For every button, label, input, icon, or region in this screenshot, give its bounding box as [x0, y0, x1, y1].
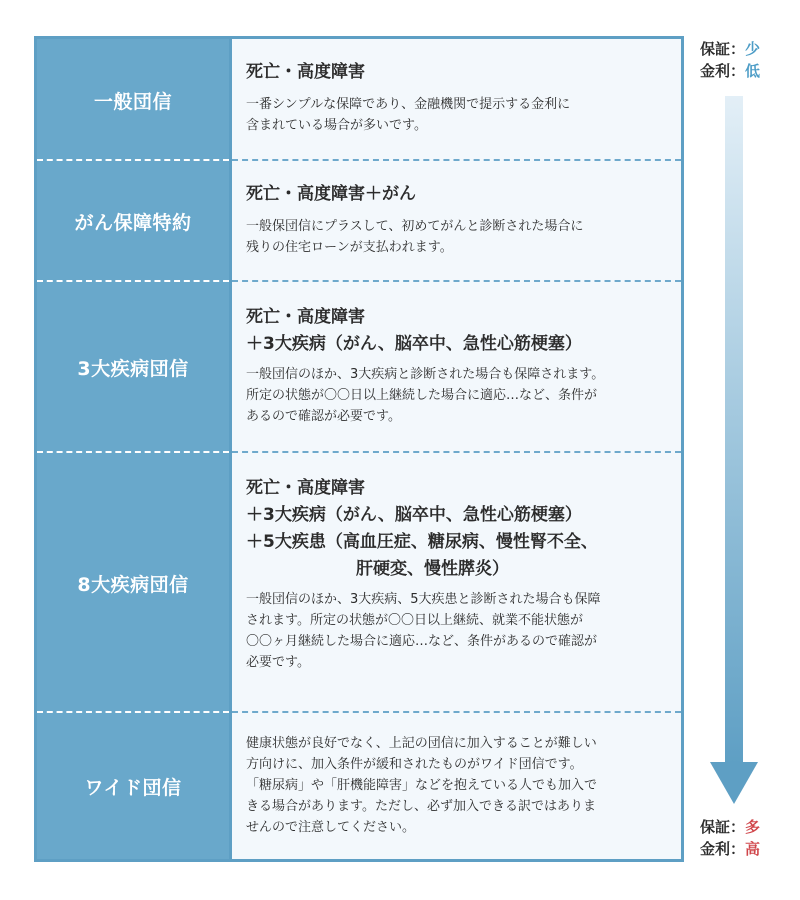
- coverage-description: 「糖尿病」や「肝機能障害」などを抱えている人でも加入で: [246, 778, 598, 793]
- coverage-heading: ＋3大疾病（がん、脳卒中、急性心筋梗塞）: [246, 334, 582, 354]
- coverage-description: 所定の状態が〇〇日以上継続した場合に適応…など、条件が: [246, 388, 598, 403]
- legend-key: 金利：: [700, 62, 746, 80]
- coverage-description: 一番シンプルな保障であり、金融機関で提示する金利に: [246, 97, 571, 112]
- gradient-arrow-icon: [704, 96, 764, 806]
- coverage-table: [34, 36, 684, 862]
- coverage-heading: 死亡・高度障害: [246, 307, 365, 327]
- legend-value-high: 高: [745, 840, 761, 858]
- table-row: [37, 282, 681, 453]
- coverage-heading: ＋3大疾病（がん、脳卒中、急性心筋梗塞）: [246, 505, 582, 525]
- row-label-cell: [37, 453, 229, 713]
- legend-value-low: 少: [745, 40, 761, 58]
- coverage-description: 必要です。: [246, 655, 310, 670]
- row-label: 一般団信: [93, 90, 172, 113]
- coverage-description: 〇〇ヶ月継続した場合に適応…など、条件があるので確認が: [246, 634, 598, 649]
- legend-key: 保証：: [700, 40, 746, 58]
- row-label-cell: [37, 713, 229, 859]
- coverage-description: されます。所定の状態が〇〇日以上継続、就業不能状態が: [246, 613, 583, 628]
- table-row: [37, 39, 681, 161]
- coverage-description: 方向けに、加入条件が緩和されたものがワイド団信です。: [246, 757, 583, 772]
- row-label-cell: [37, 161, 229, 282]
- coverage-description: 健康状態が良好でなく、上記の団信に加入することが難しい: [246, 736, 597, 751]
- legend-top: [700, 38, 760, 82]
- coverage-description: 一般団信のほか、3大疾病、5大疾患と診断された場合も保障: [246, 592, 601, 607]
- coverage-description: 一般団信のほか、3大疾病と診断された場合も保障されます。: [246, 367, 605, 382]
- row-label: がん保障特約: [74, 212, 192, 234]
- row-label: 8大疾病団信: [77, 573, 189, 596]
- coverage-heading: 肝硬変、慢性膵炎）: [356, 559, 509, 579]
- legend-key: 金利：: [700, 840, 746, 858]
- row-content-cell: [229, 713, 681, 859]
- row-label-cell: [37, 282, 229, 453]
- legend-key: 保証：: [700, 818, 746, 836]
- coverage-description: せんので注意してください。: [246, 820, 416, 835]
- row-content-cell: [229, 39, 681, 161]
- row-label: 3大疾病団信: [77, 358, 189, 380]
- coverage-heading: 死亡・高度障害: [246, 62, 365, 82]
- row-content-cell: [229, 453, 681, 713]
- table-row: [37, 453, 681, 713]
- row-label-cell: [37, 39, 229, 161]
- row-content-cell: [229, 282, 681, 453]
- table-row: [37, 713, 681, 859]
- coverage-heading: ＋5大疾患（高血圧症、糖尿病、慢性腎不全、: [246, 532, 598, 552]
- row-label: ワイド団信: [84, 776, 182, 799]
- row-content-cell: [229, 161, 681, 282]
- coverage-description: きる場合があります。ただし、必ず加入できる訳ではありま: [246, 799, 596, 814]
- coverage-description: 一般保団信にプラスして、初めてがんと診断された場合に: [246, 219, 584, 234]
- coverage-description: 含まれている場合が多いです。: [246, 118, 427, 133]
- coverage-description: 残りの住宅ローンが支払われます。: [246, 240, 453, 255]
- coverage-description: あるので確認が必要です。: [246, 409, 401, 424]
- legend-value-high: 多: [745, 818, 761, 836]
- legend-bottom: [700, 816, 760, 860]
- coverage-heading: 死亡・高度障害: [246, 478, 365, 498]
- legend-value-low: 低: [745, 62, 761, 80]
- table-row: [37, 161, 681, 282]
- coverage-heading: 死亡・高度障害＋がん: [246, 184, 416, 204]
